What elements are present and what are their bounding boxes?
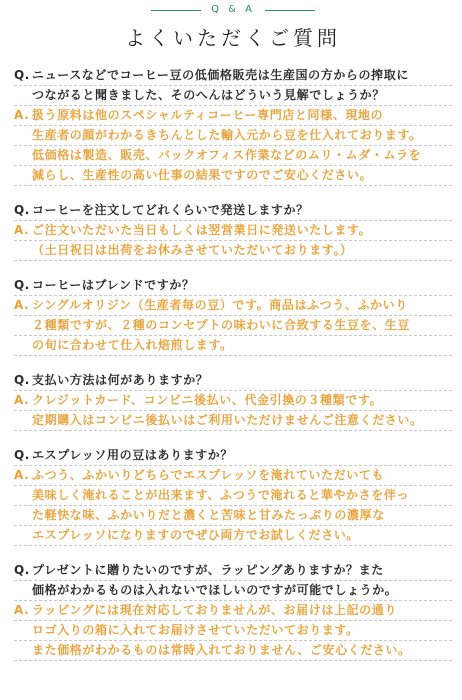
faq-question [14,66,452,106]
question-prefix [14,581,32,600]
question-prefix: Q. [14,448,30,462]
answer-line [14,601,452,621]
answer-line [14,526,452,546]
answer-prefix [14,146,32,165]
answer-line [14,126,452,146]
question-prefix: Q. [14,278,30,292]
faq-item [14,276,452,356]
faq-item [14,371,452,431]
answer-text: エスプレッソになりますのでぜひ両方でお試しください。 [32,528,360,542]
answer-text: 定期購入はコンビニ後払いはご利用いただけませんご注意ください。 [32,413,423,427]
faq-question [14,276,452,296]
answer-text: ロゴ入りの箱に入れてお届けさせていただいております。 [32,623,359,637]
qa-header-line-left [151,10,201,11]
question-prefix: Q. [14,373,30,387]
question-line [14,446,452,466]
question-prefix [14,86,32,105]
answer-line [14,336,452,356]
answer-prefix [14,411,32,430]
answer-text: 減らし、生産性の高い仕事の結果ですのでご安心ください。 [32,168,373,182]
qa-label: Q & A [211,4,255,15]
answer-prefix: A. [14,298,30,312]
question-text: プレゼントに贈りたいのですが、ラッピングありますか？また [32,563,384,577]
answer-prefix [14,486,32,505]
answer-line [14,506,452,526]
question-text: コーヒーを注文してどれくらいで発送しますか？ [32,203,309,217]
answer-prefix [14,621,32,640]
answer-prefix: A. [14,223,30,237]
answer-text: ご注文いただいた当日もしくは翌営業日に発送いたします。 [32,223,372,237]
answer-text: クレジットカード、コンビニ後払い、代金引換の３種類です。 [32,393,383,407]
answer-text: ２種類ですが、２種のコンセプトの味わいに合致する生豆を、生豆 [32,318,411,332]
faq-question [14,371,452,391]
faq-list [14,66,452,661]
question-text: エスプレッソ用の豆はありますか？ [32,448,234,462]
answer-line [14,296,452,316]
answer-text: 扱う原料は他のスペシャルティコーヒー専門店と同様、現地の [32,108,384,122]
question-prefix: Q. [14,203,30,217]
page-title: よくいただくご質問 [125,26,341,50]
answer-line [14,106,452,126]
answer-prefix [14,506,32,525]
answer-text: （土日祝日は出荷をお休みさせていただいております。） [32,243,353,257]
answer-line [14,391,452,411]
question-line [14,66,452,86]
answer-line [14,241,452,261]
answer-line [14,411,452,431]
faq-answer [14,296,452,356]
question-text: コーヒーはブレンドですか？ [32,278,195,292]
question-line [14,581,452,601]
faq-item [14,561,452,661]
faq-item [14,201,452,261]
answer-text: ふつう、ふかいりどちらでエスプレッソを淹れていただいても [32,468,385,482]
answer-text: また価格がわかるものは常時入れておりません、ご安心ください。 [32,643,411,657]
answer-text: 低価格は製造、販売、バックオフィス作業などのムリ・ムダ・ムラを [32,148,422,162]
answer-prefix [14,336,32,355]
question-text: ニュースなどでコーヒー豆の低価格販売は生産国の方からの搾取に [32,68,409,82]
answer-text: 生産者の顔がわかるきちんとした輸入元から豆を仕入れております。 [32,128,422,142]
answer-line [14,316,452,336]
faq-question [14,561,452,601]
answer-prefix [14,241,32,260]
answer-text: の旬に合わせて仕入れ焙煎します。 [32,338,233,352]
answer-prefix [14,641,32,660]
answer-line [14,641,452,661]
faq-item [14,66,452,186]
question-line [14,371,452,391]
faq-question [14,446,452,466]
faq-question [14,201,452,221]
qa-header-line-right [265,10,315,11]
question-line [14,86,452,106]
answer-line [14,621,452,641]
answer-prefix: A. [14,108,30,122]
answer-text: ラッピングには現在対応しておりませんが、お届けは上記の通り [32,603,397,617]
question-prefix: Q. [14,68,30,82]
qa-header [14,0,452,16]
answer-line [14,146,452,166]
answer-text: シングルオリジン（生産者毎の豆）です。商品はふつう、ふかいり [32,298,408,312]
faq-answer [14,221,452,261]
question-prefix: Q. [14,563,30,577]
question-text: つながると聞きました、そのへんはどういう見解でしょうか？ [32,88,385,102]
answer-text: 美味しく淹れることが出来ます、ふつうで淹れると華やかさを伴っ [32,488,410,502]
answer-prefix: A. [14,468,30,482]
faq-answer [14,106,452,186]
faq-item [14,446,452,546]
answer-prefix: A. [14,603,30,617]
answer-line [14,486,452,506]
answer-line [14,166,452,186]
faq-answer [14,601,452,661]
answer-prefix [14,166,32,185]
faq-answer [14,391,452,431]
question-line [14,201,452,221]
answer-line [14,466,452,486]
question-line [14,276,452,296]
answer-prefix [14,126,32,145]
question-line [14,561,452,581]
faq-answer [14,466,452,546]
question-text: 支払い方法は何がありますか？ [32,373,209,387]
answer-prefix [14,526,32,545]
answer-prefix: A. [14,393,30,407]
answer-line [14,221,452,241]
answer-prefix [14,316,32,335]
question-text: 価格がわかるものは入れないでほしいのですが可能でしょうか。 [32,583,398,597]
answer-text: た軽快な味、ふかいりだと濃くと苦味と甘みたっぷりの濃厚な [32,508,385,522]
